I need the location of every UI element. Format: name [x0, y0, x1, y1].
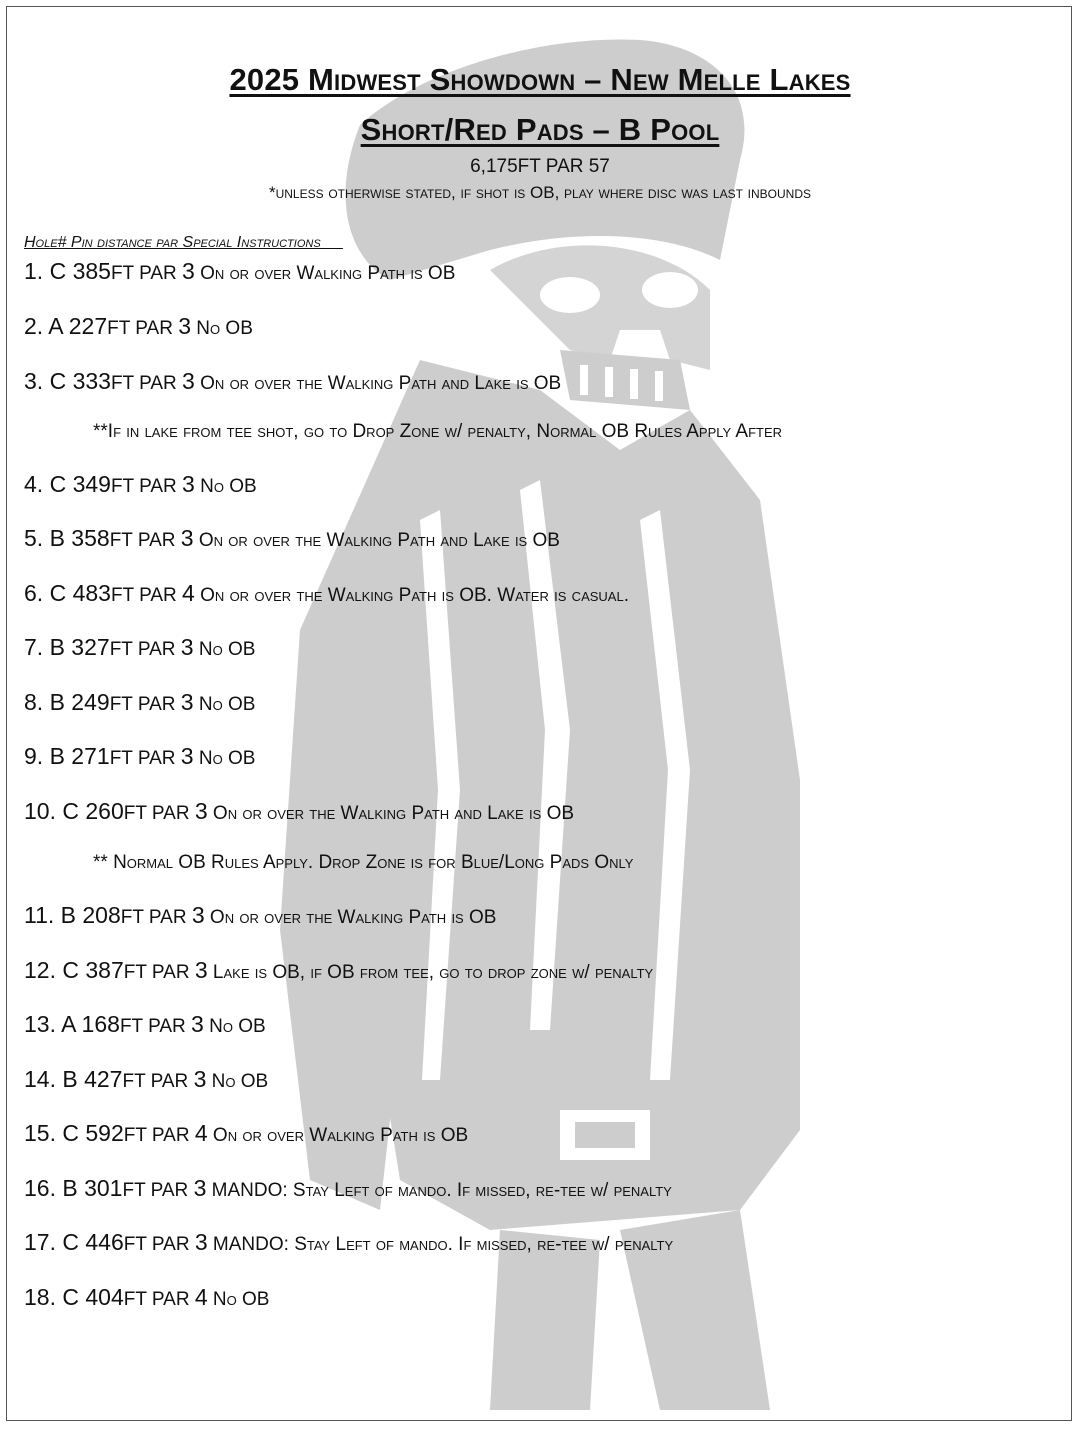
- hole-row: 3. C 333FT PAR 3 On or over the Walking Path and Lake is OB: [24, 368, 562, 394]
- hole-row: 17. C 446FT PAR 3 MANDO: Stay Left of mando. If missed, re-tee w/ penalty: [24, 1229, 674, 1255]
- hole-row: 4. C 349FT PAR 3 No OB: [24, 471, 257, 497]
- hole-row: 12. C 387FT PAR 3 Lake is OB, if OB from tee, go to drop zone w/ penalty: [24, 957, 654, 983]
- course-summary: 6,175FT PAR 57: [470, 156, 610, 177]
- hole-row: 7. B 327FT PAR 3 No OB: [24, 634, 256, 660]
- hole-note: **If in lake from tee shot, go to Drop Zone w/ penalty, Normal OB Rules Apply After: [93, 421, 783, 442]
- hole-row: 16. B 301FT PAR 3 MANDO: Stay Left of mando. If missed, re-tee w/ penalty: [24, 1175, 672, 1201]
- hole-row: 8. B 249FT PAR 3 No OB: [24, 689, 256, 715]
- hole-row: 1. C 385FT PAR 3 On or over Walking Path is OB: [24, 258, 456, 284]
- general-rule: *unless otherwise stated, if shot is OB, play where disc was last inbounds: [268, 183, 812, 202]
- hole-row: 5. B 358FT PAR 3 On or over the Walking Path and Lake is OB: [24, 525, 560, 551]
- hole-row: 2. A 227FT PAR 3 No OB: [24, 313, 253, 339]
- hole-row: 6. C 483FT PAR 4 On or over the Walking Path is OB. Water is casual.: [24, 580, 629, 606]
- hole-note: ** Normal OB Rules Apply. Drop Zone is for Blue/Long Pads Only: [93, 852, 634, 873]
- hole-row: 15. C 592FT PAR 4 On or over Walking Path is OB: [24, 1120, 469, 1146]
- hole-row: 9. B 271FT PAR 3 No OB: [24, 743, 256, 769]
- hole-row: 14. B 427FT PAR 3 No OB: [24, 1066, 269, 1092]
- hole-row: 10. C 260FT PAR 3 On or over the Walking Path and Lake is OB: [24, 798, 575, 824]
- column-legend: Hole# Pin distance par Special Instructions: [24, 234, 343, 251]
- hole-row: 13. A 168FT PAR 3 No OB: [24, 1011, 266, 1037]
- hole-row: 18. C 404FT PAR 4 No OB: [24, 1284, 270, 1310]
- page-subtitle: Short/Red Pads – B Pool: [360, 112, 720, 147]
- hole-row: 11. B 208FT PAR 3 On or over the Walking Path is OB: [24, 902, 497, 928]
- page-title: 2025 Midwest Showdown – New Melle Lakes: [229, 62, 851, 97]
